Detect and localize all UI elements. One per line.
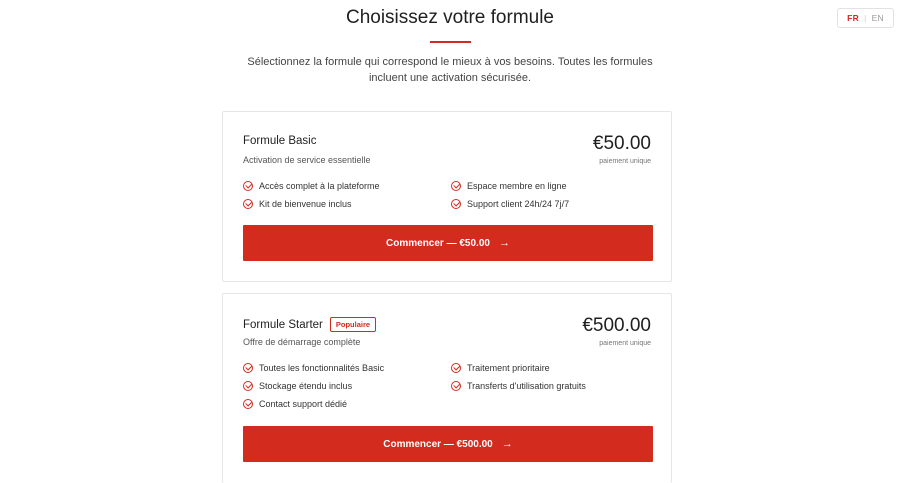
feature-list — [243, 362, 653, 409]
language-fr[interactable]: FR — [847, 13, 860, 23]
plan-name — [243, 317, 376, 332]
feature-item — [243, 198, 451, 209]
feature-item — [451, 180, 651, 191]
check-circle-icon — [243, 181, 253, 191]
plan-card-basic — [222, 111, 672, 282]
check-circle-icon — [451, 199, 461, 209]
feature-label: Toutes les fonctionnalités Basic — [259, 362, 385, 373]
plan-price-note: paiement unique — [599, 158, 651, 165]
arrow-right-icon: → — [501, 438, 513, 450]
feature-item — [451, 362, 651, 373]
page-header — [0, 0, 900, 86]
feature-label: Traitement prioritaire — [467, 362, 550, 373]
page-subtitle: Sélectionnez la formule qui correspond le mieux à vos besoins. Toutes les formules incluent une activation sécurisée. — [247, 56, 653, 84]
feature-label: Contact support dédié — [259, 398, 348, 409]
feature-item — [243, 362, 451, 373]
feature-label: Kit de bienvenue inclus — [259, 198, 352, 209]
language-separator: | — [864, 13, 867, 23]
check-circle-icon — [243, 363, 253, 373]
plan-card-starter — [222, 293, 672, 483]
feature-label: Accès complet à la plateforme — [259, 180, 380, 191]
feature-label: Espace membre en ligne — [467, 180, 567, 191]
check-circle-icon — [451, 363, 461, 373]
feature-item — [243, 180, 451, 191]
plan-price: €50.00 — [592, 133, 651, 154]
plan-name-text: Formule Starter — [243, 318, 323, 331]
language-en[interactable]: EN — [871, 13, 884, 23]
check-circle-icon — [243, 381, 253, 391]
cta-label: Commencer — €500.00 — [383, 438, 493, 450]
plan-price-note: paiement unique — [599, 340, 651, 347]
feature-item — [451, 198, 651, 209]
plan-description: Activation de service essentielle — [243, 155, 371, 165]
check-circle-icon — [243, 399, 253, 409]
check-circle-icon — [243, 199, 253, 209]
title-underline — [430, 41, 471, 43]
page-title: Choisissez votre formule — [345, 7, 555, 28]
feature-label: Support client 24h/24 7j/7 — [467, 198, 570, 209]
start-starter-button[interactable] — [243, 426, 653, 462]
feature-item — [243, 380, 451, 391]
cta-label: Commencer — €50.00 — [386, 237, 490, 249]
feature-label: Transferts d'utilisation gratuits — [467, 380, 586, 391]
plan-name — [243, 135, 317, 147]
plan-name-text: Formule Basic — [243, 135, 317, 147]
feature-item — [451, 380, 651, 391]
popular-badge: Populaire — [330, 317, 376, 332]
language-switcher — [837, 8, 894, 28]
check-circle-icon — [451, 381, 461, 391]
plan-description: Offre de démarrage complète — [243, 337, 361, 347]
feature-list — [243, 180, 653, 209]
feature-item — [243, 398, 451, 409]
arrow-right-icon: → — [498, 237, 510, 249]
feature-label: Stockage étendu inclus — [259, 380, 353, 391]
plan-price: €500.00 — [582, 315, 651, 336]
check-circle-icon — [451, 181, 461, 191]
start-basic-button[interactable] — [243, 225, 653, 261]
